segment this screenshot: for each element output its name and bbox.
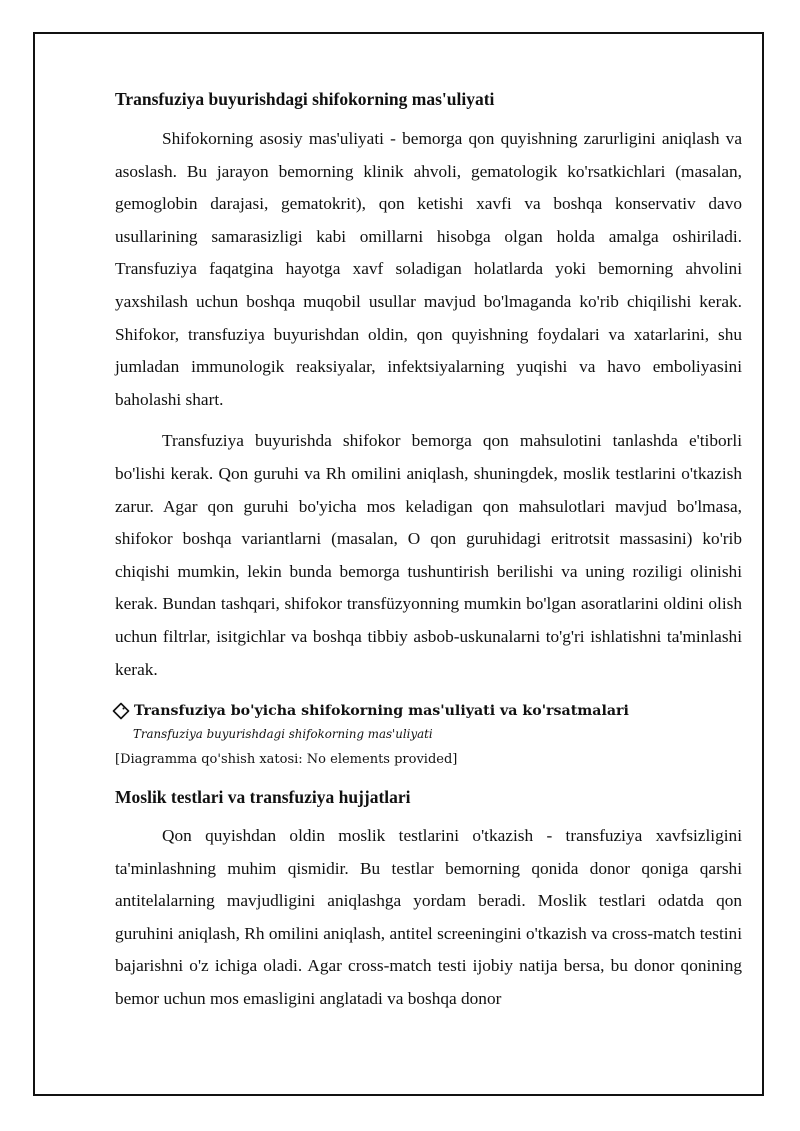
diagram-subtitle: Transfuziya buyurishdagi shifokorning mas'uliyati	[133, 727, 433, 742]
diagram-error-message: [Diagramma qo'shish xatosi: No elements provided]	[115, 752, 458, 768]
paragraph: Qon quyishdan oldin moslik testlarini o'tkazish - transfuziya xavfsizligini ta'minlashning muhim qismidir. Bu testlar bemorning qonida donor qoniga qarshi antitelalarning mavjudligini aniqlashga yordam beradi. Moslik testlari odatda qon guruhini aniqlash, Rh omilini aniqlash, antitel screeningini o'tkazish va cross-match testini bajarishni o'z ichiga oladi. Agar cross-match testi ijobiy natija bersa, bu donor qonining bemor uchun mos emasligini anglatadi va boshqa donor	[115, 826, 742, 1009]
diagram-heading-text: Transfuziya bo'yicha shifokorning mas'uliyati va ko'rsatmalari	[134, 703, 629, 720]
section-title: Transfuziya buyurishdagi shifokorning mas'uliyati	[115, 89, 495, 109]
diamond-icon	[112, 702, 130, 720]
paragraph: Shifokorning asosiy mas'uliyati - bemorga qon quyishning zarurligini aniqlash va asoslash. Bu jarayon bemorning klinik ahvoli, gematologik ko'rsatkichlari (masalan, gemoglobin darajasi, gematokrit), qon ketishi xavfi va boshqa konservativ davo usullarining samarasizligi kabi omillarni hisobga olgan holda amalga oshiriladi. Transfuziya faqatgina hayotga xavf soladigan holatlarda yoki bemorning ahvolini yaxshilash uchun boshqa muqobil usullar mavjud bo'lmaganda ko'rib chiqilishi kerak. Shifokor, transfuziya buyurishdan oldin, qon quyishning foydalari va xatarlarini, shu jumladan immunologik reaksiyalar, infektsiyalarning yuqishi va havo emboliyasini baholashi shart.	[115, 129, 742, 409]
paragraph: Transfuziya buyurishda shifokor bemorga qon mahsulotini tanlashda e'tiborli bo'lishi kerak. Qon guruhi va Rh omilini aniqlash, shuningdek, moslik testlarini o'tkazish zarur. Agar qon guruhi bo'yicha mos keladigan qon mahsulotlari mavjud bo'lmasa, shifokor boshqa variantlarni (masalan, O qon guruhidagi eritrotsit massasini) ko'rib chiqishi mumkin, lekin bunda bemorga tushuntirish berilishi va uning roziligi olinishi kerak. Bundan tashqari, shifokor transfüzyonning mumkin bo'lgan asoratlarini oldini olish uchun filtrlar, isitgichlar va boshqa tibbiy asbob-uskunalarni to'g'ri ishlatishni ta'minlashi kerak.	[115, 431, 742, 679]
diagram-heading	[112, 700, 742, 722]
section-title: Moslik testlari va transfuziya hujjatlari	[115, 787, 411, 808]
document-content	[115, 86, 742, 1016]
